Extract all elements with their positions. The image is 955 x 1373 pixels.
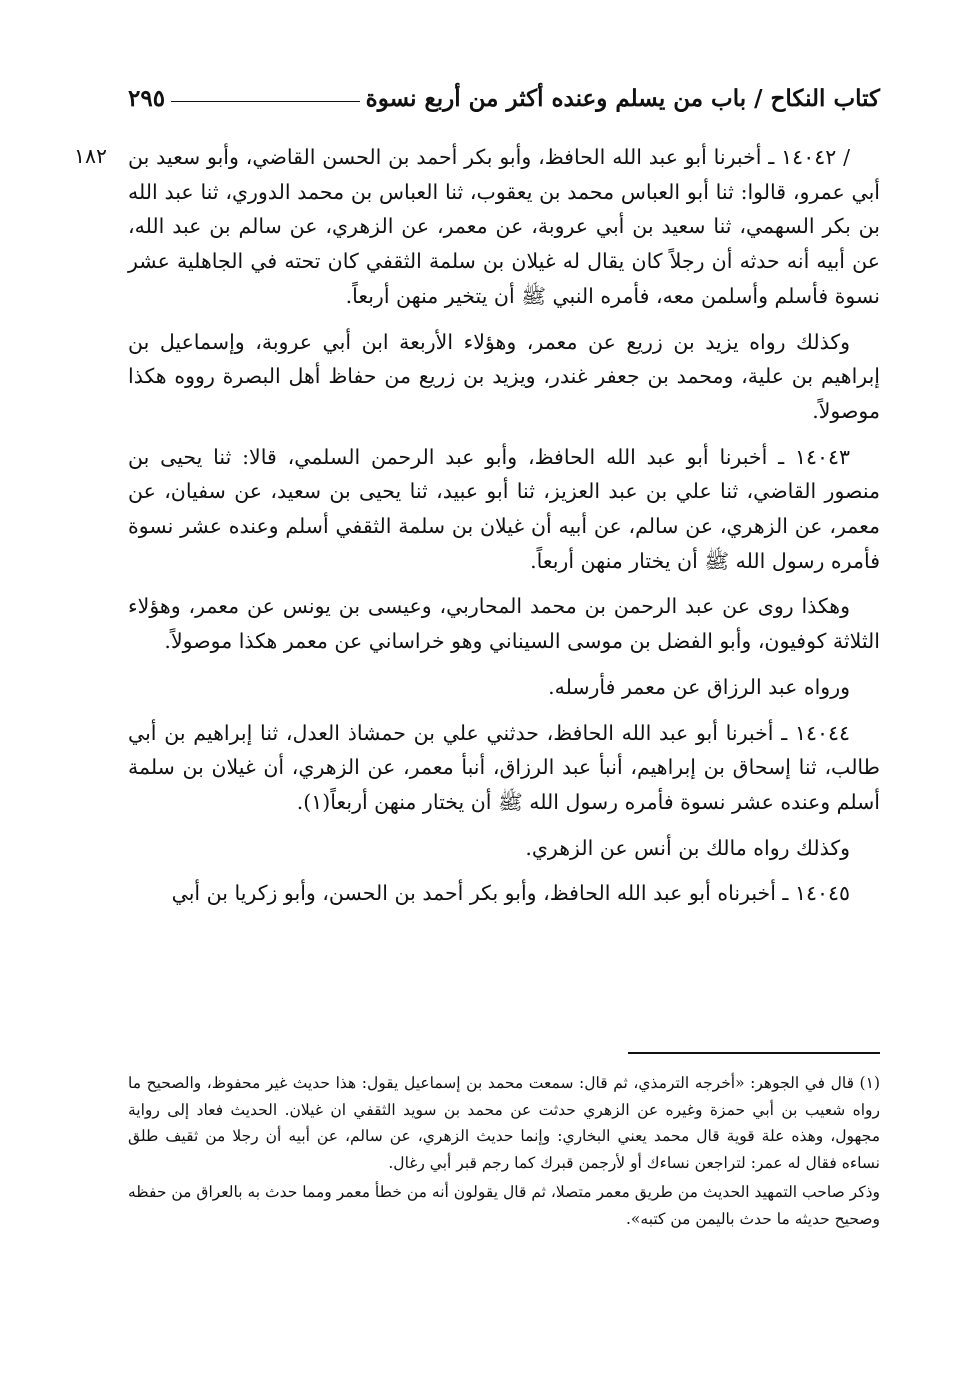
hadith-14045: ١٤٠٤٥ ـ أخبرناه أبو عبد الله الحافظ، وأبو بكر أحمد بن الحسن، وأبو زكريا بن أبي (171, 881, 850, 906)
footnotes (128, 1070, 880, 1236)
commentary-paragraph: ورواه عبد الرزاق عن معمر فأرسله. (548, 674, 850, 699)
commentary-paragraph: وهكذا روى عن عبد الرحمن بن محمد المحاربي، وعيسى بن يونس عن معمر، وهؤلاء الثلاثة كوفيون، وأبو الفضل بن موسى السيناني وهو خراساني عن معمر هكذا موصولاً. (128, 594, 880, 654)
hadith-14044: ١٤٠٤٤ ـ أخبرنا أبو عبد الله الحافظ، حدثني علي بن حمشاذ العدل، ثنا إبراهيم بن أبي طالب، ثنا إسحاق بن إبراهيم، أنبأ عبد الرزاق، أنبأ معمر، عن الزهري، أن غيلان بن سلمة أسلم وعنده عشر نسوة فأمره رسول الله ﷺ أن يختار منهن أربعاً(١). (128, 720, 880, 814)
margin-reference-number: ١٨٢ (74, 144, 108, 168)
main-text (128, 140, 880, 922)
running-title: كتاب النكاح / باب من يسلم وعنده أكثر من أربع نسوة (365, 84, 880, 112)
running-header (128, 78, 880, 118)
header-rule (171, 101, 360, 102)
page-number: ٢٩٥ (128, 84, 166, 112)
footnote-separator (628, 1052, 880, 1054)
commentary-paragraph: وكذلك رواه مالك بن أنس عن الزهري. (525, 835, 850, 860)
footnote-1-continued: وذكر صاحب التمهيد الحديث من طريق معمر متصلا، ثم قال يقولون أنه من خطأ معمر ومما حدث به بالعراق من حفظه وصحيح حديثه ما حدث باليمن من كتبه». (128, 1183, 880, 1228)
hadith-14043: ١٤٠٤٣ ـ أخبرنا أبو عبد الله الحافظ، وأبو عبد الرحمن السلمي، قالا: ثنا يحيى بن منصور القاضي، ثنا علي بن عبد العزيز، ثنا أبو عبيد، ثنا يحيى بن سعيد، عن سفيان، عن معمر، عن الزهري، عن سالم، عن أبيه أن غيلان بن سلمة الثقفي أسلم وعنده عشر نسوة فأمره رسول الله ﷺ أن يختار منهن أربعاً. (128, 444, 880, 573)
commentary-paragraph: وكذلك رواه يزيد بن زريع عن معمر، وهؤلاء الأربعة ابن أبي عروبة، وإسماعيل بن إبراهيم بن علية، ومحمد بن جعفر غندر، ويزيد بن زريع من حفاظ أهل البصرة رووه هكذا موصولاً. (128, 329, 880, 423)
footnote-1: (١) قال في الجوهر: «أخرجه الترمذي، ثم قال: سمعت محمد بن إسماعيل يقول: هذا حديث غير محفوظ، والصحيح ما رواه شعيب بن أبي حمزة وغيره عن الزهري حدثت عن محمد بن سويد الثقفي ان غيلان. الحديث فعاد إلى رواية مجهول، وهذه علة قوية قال محمد يعني البخاري: وإنما حديث الزهري، عن سالم، عن أبيه أن رجلا من ثقيف طلق نساءه فقال له عمر: لتراجعن نساءك أو لأرجمن قبرك كما رجم قبر أبي رغال. (128, 1074, 880, 1172)
hadith-14042: / ١٤٠٤٢ ـ أخبرنا أبو عبد الله الحافظ، وأبو بكر أحمد بن الحسن القاضي، وأبو سعيد بن أبي عمرو، قالوا: ثنا أبو العباس محمد بن يعقوب، ثنا العباس بن محمد الدوري، ثنا عبد الله بن بكر السهمي، ثنا سعيد بن أبي عروبة، عن معمر، عن الزهري، عن سالم بن عبد الله، عن أبيه أنه حدثه أن رجلاً كان يقال له غيلان بن سلمة الثقفي كان تحته في الجاهلية عشر نسوة فأسلم وأسلمن معه، فأمره النبي ﷺ أن يتخير منهن أربعاً. (128, 145, 880, 308)
